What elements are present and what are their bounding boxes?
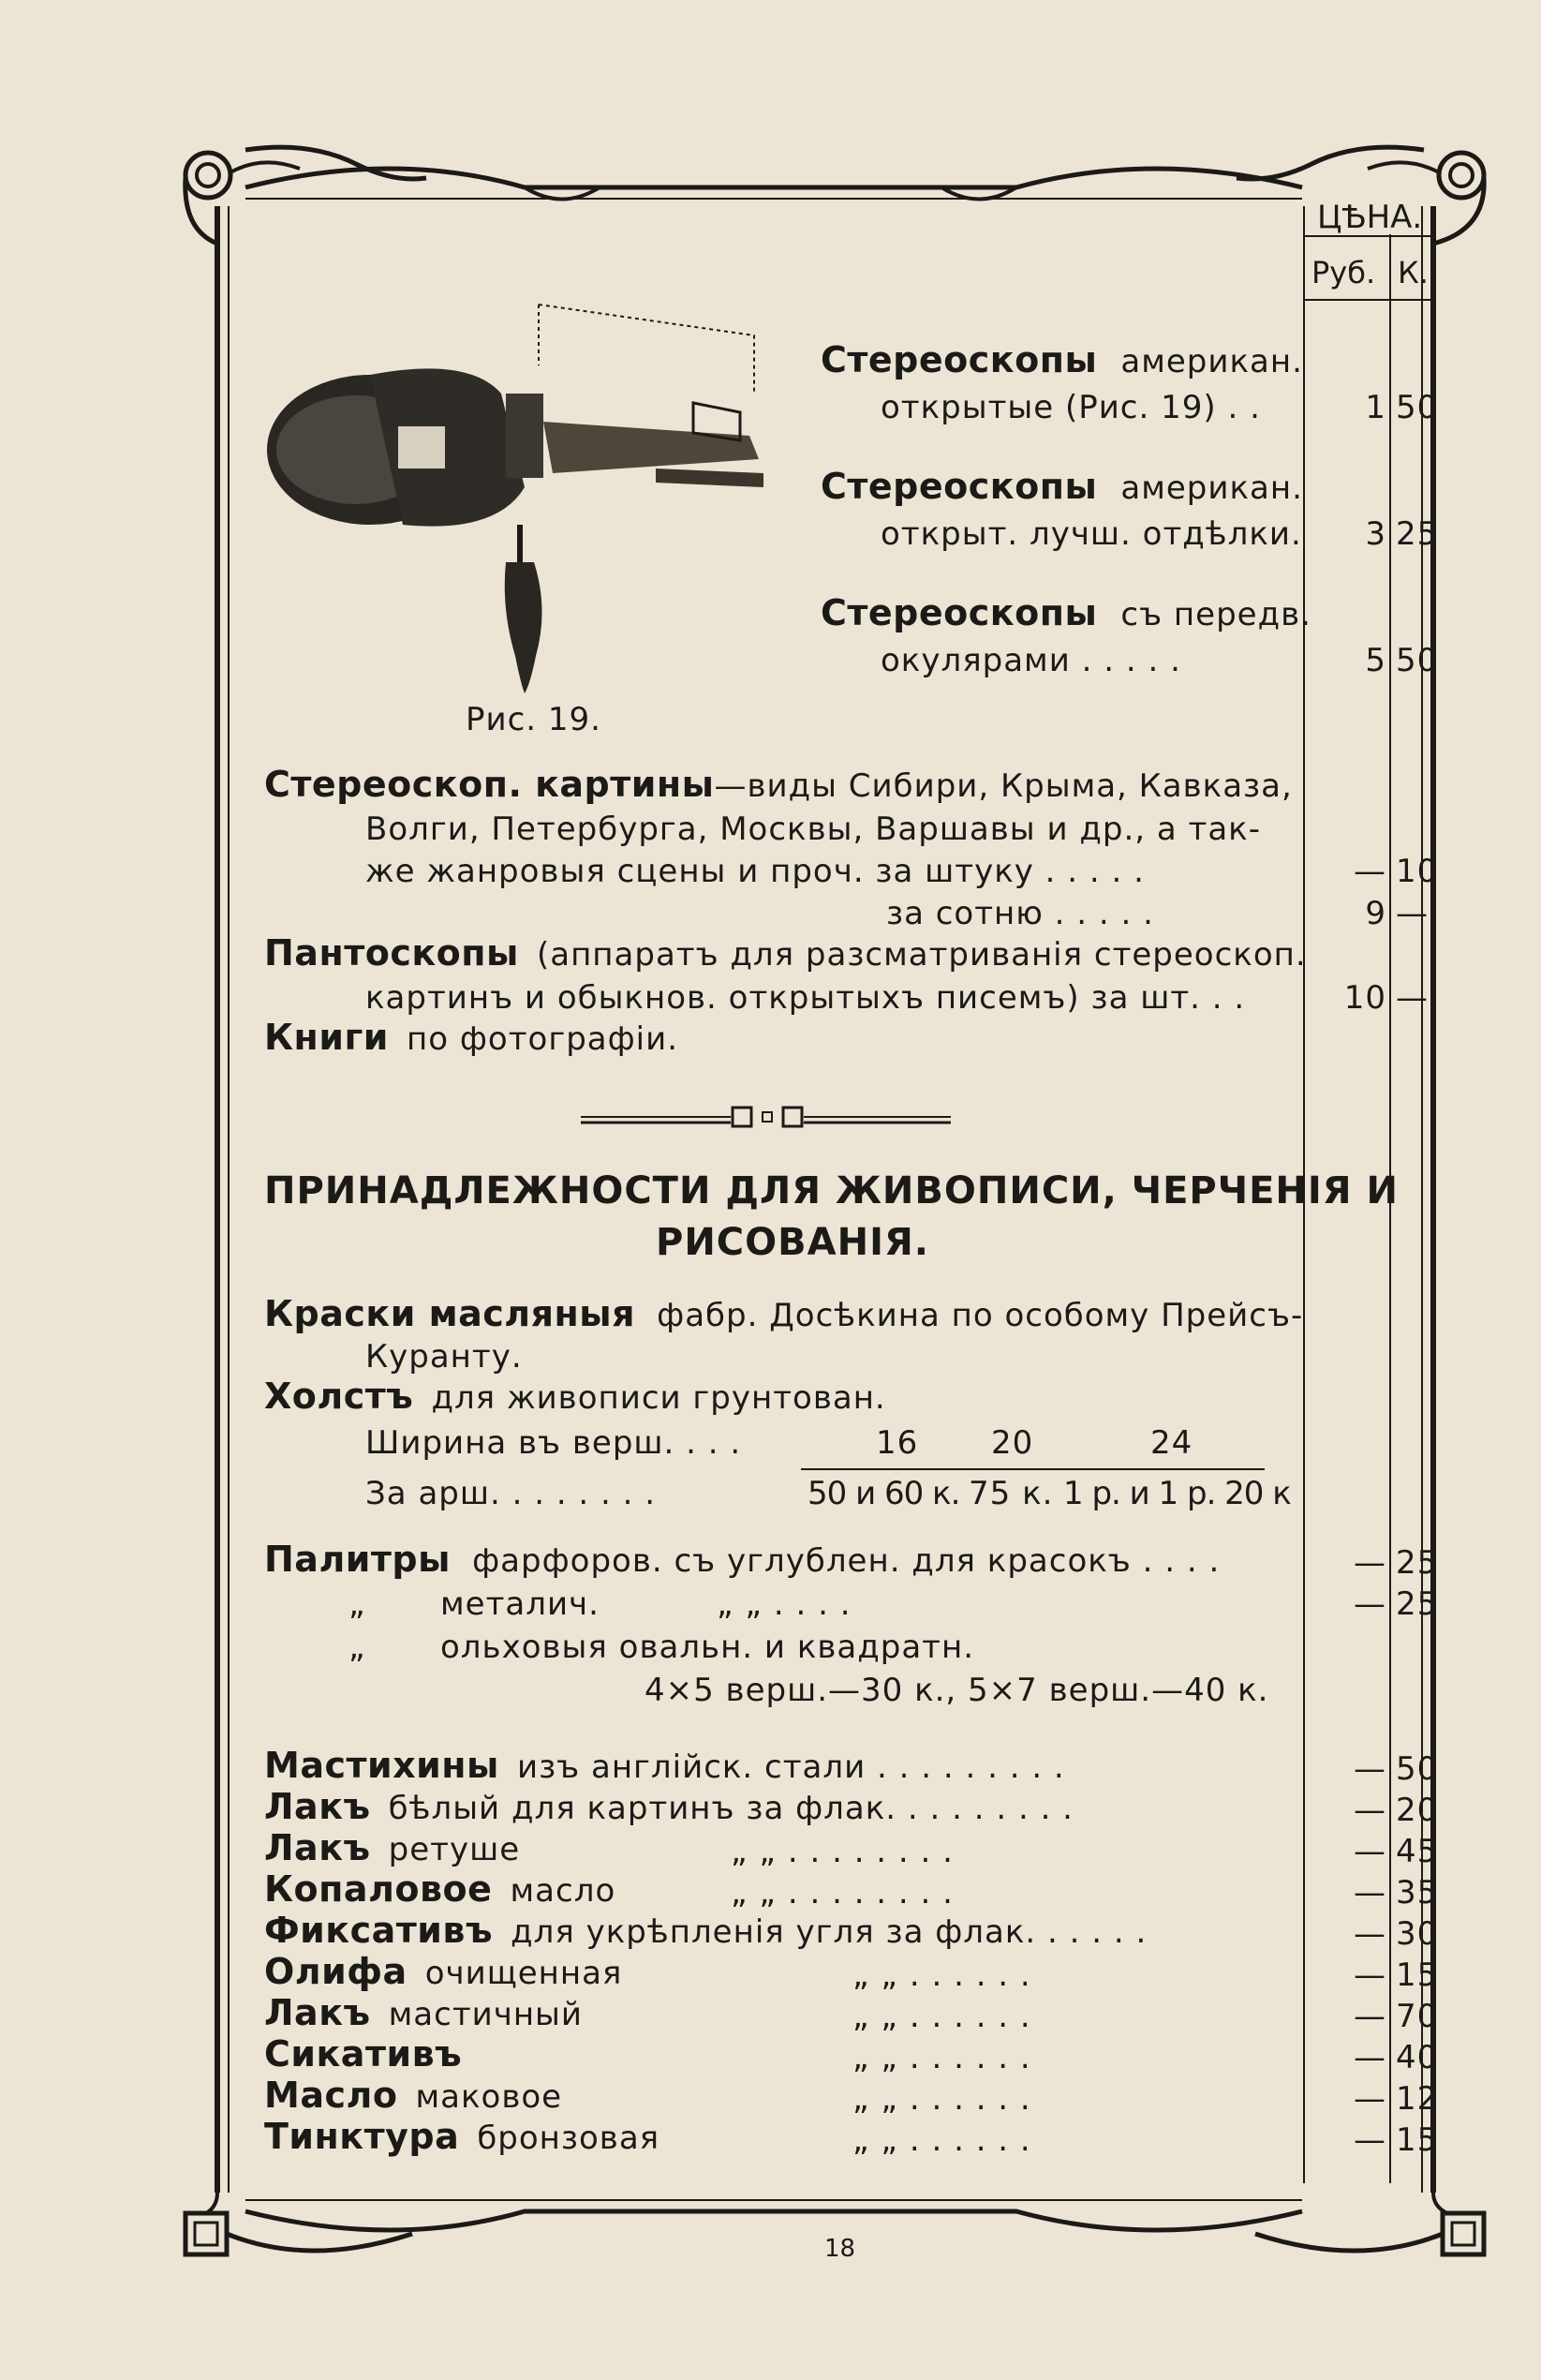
price-rub: — bbox=[1354, 1585, 1386, 1623]
canvas-price-24: 1 р. и 1 р. 20 к bbox=[1063, 1475, 1291, 1512]
pantoscopes-line2: картинъ и обыкнов. открытыхъ писемъ) за шт. . . bbox=[365, 979, 1246, 1017]
item-title: Тинктура bbox=[264, 2116, 460, 2157]
item-text: мастичный bbox=[388, 1996, 583, 2033]
price-rub: 1 bbox=[1365, 389, 1386, 426]
item-text: бронзовая bbox=[477, 2120, 660, 2157]
item-text: по фотографіи. bbox=[407, 1020, 679, 1058]
item-text: фабр. Досѣкина по особому Прейсъ- bbox=[657, 1297, 1304, 1334]
ditto-dots: „ „ . . . . . . bbox=[852, 1998, 1031, 2035]
item-title: Пантоскопы bbox=[264, 932, 519, 974]
item-title: Холстъ bbox=[264, 1376, 414, 1417]
price-rub: 10 bbox=[1343, 979, 1386, 1017]
price-rub: — bbox=[1354, 1792, 1386, 1829]
price-rub: — bbox=[1354, 1833, 1386, 1870]
item-text: съ передв. bbox=[1120, 596, 1311, 633]
figure-caption: Рис. 19. bbox=[466, 701, 601, 738]
canvas-line1 bbox=[264, 1376, 886, 1417]
item-title: Мастихины bbox=[264, 1745, 499, 1786]
item-title: Сикативъ bbox=[264, 2033, 463, 2075]
price-kop: 25 bbox=[1396, 1544, 1439, 1582]
ditto-dots: „ „ . . . . . . bbox=[852, 2121, 1031, 2159]
price-kop: 15 bbox=[1396, 1956, 1439, 1994]
item-title: Книги bbox=[264, 1017, 389, 1058]
pictures-line2: Волги, Петербурга, Москвы, Варшавы и др., а так- bbox=[365, 811, 1261, 848]
item-title: Стереоскопы bbox=[821, 592, 1098, 633]
canvas-per-label: За арш. . . . . . . . bbox=[365, 1475, 657, 1512]
books-line bbox=[264, 1017, 678, 1058]
canvas-width-16: 16 bbox=[876, 1424, 919, 1462]
price-rub: — bbox=[1354, 1544, 1386, 1582]
price-kop: 10 bbox=[1396, 853, 1439, 890]
palettes-line4: 4×5 верш.—30 к., 5×7 верш.—40 к. bbox=[645, 1672, 1269, 1709]
price-column-title: ЦѢНА. bbox=[1317, 199, 1423, 236]
canvas-width-label: Ширина въ верш. . . . bbox=[365, 1424, 742, 1462]
price-kop: 35 bbox=[1396, 1874, 1439, 1911]
item-text: для живописи грунтован. bbox=[431, 1379, 886, 1417]
price-rub: — bbox=[1354, 1750, 1386, 1788]
item-title: Лакъ bbox=[264, 1827, 371, 1868]
paints-line1 bbox=[264, 1293, 1303, 1334]
list-item bbox=[264, 1827, 520, 1868]
item-text: американ. bbox=[1120, 469, 1303, 507]
list-item bbox=[264, 2033, 475, 2075]
canvas-price-20: 75 к. bbox=[969, 1475, 1054, 1512]
item-title: Олифа bbox=[264, 1951, 407, 1992]
ditto-dots: „ „ . . . . . . bbox=[852, 2080, 1031, 2118]
ditto-dots: „ „ . . . . . . bbox=[852, 2039, 1031, 2076]
paints-line2: Куранту. bbox=[365, 1338, 523, 1376]
stereoscope-item-2 bbox=[821, 466, 1303, 507]
price-kop: 20 bbox=[1396, 1792, 1439, 1829]
price-kop: 25 bbox=[1396, 1585, 1439, 1623]
item-text: маковое bbox=[415, 2078, 563, 2116]
page-number: 18 bbox=[824, 2235, 856, 2263]
palettes-line1 bbox=[264, 1539, 1220, 1580]
stereoscope-item-2-line2: открыт. лучш. отдѣлки. bbox=[881, 515, 1302, 553]
price-kop: 50 bbox=[1396, 389, 1439, 426]
price-rub: — bbox=[1354, 2080, 1386, 2118]
item-title: Стереоскоп. картины bbox=[264, 764, 715, 805]
stereoscope-illustration bbox=[267, 305, 763, 693]
palettes-line2: металич. bbox=[440, 1585, 600, 1623]
pictures-line1 bbox=[264, 764, 1293, 805]
price-rub: — bbox=[1354, 853, 1386, 890]
kopecks-header: К. bbox=[1398, 255, 1429, 290]
ditto-mark: „ bbox=[348, 1585, 366, 1623]
price-kop: 12 bbox=[1396, 2080, 1439, 2118]
price-kop: 50 bbox=[1396, 1750, 1439, 1788]
item-title: Фиксативъ bbox=[264, 1910, 494, 1951]
ditto-dots: „ „ . . . . . . bbox=[852, 1956, 1031, 1994]
list-item bbox=[264, 1992, 583, 2033]
price-rub: 9 bbox=[1365, 895, 1386, 932]
list-item bbox=[264, 2116, 659, 2157]
list-item bbox=[264, 1868, 615, 1910]
item-text: очищенная bbox=[424, 1955, 623, 1992]
price-kop: 25 bbox=[1396, 515, 1439, 553]
stereoscope-item-1 bbox=[821, 339, 1303, 380]
rubles-header: Руб. bbox=[1311, 255, 1376, 290]
price-rub: — bbox=[1354, 1915, 1386, 1953]
price-rub: — bbox=[1354, 1998, 1386, 2035]
list-item bbox=[264, 1910, 1147, 1951]
price-kop: 40 bbox=[1396, 2039, 1439, 2076]
item-text: (аппаратъ для разсматриванія стереоскоп. bbox=[536, 936, 1307, 974]
stereoscope-item-3 bbox=[821, 592, 1311, 633]
item-text: масло bbox=[510, 1872, 616, 1910]
item-text: для укрѣпленія угля за флак. . . . . . bbox=[511, 1913, 1148, 1951]
stereoscope-item-1-line2: открытые (Рис. 19) . . bbox=[881, 389, 1261, 426]
item-title: Краски масляныя bbox=[264, 1293, 636, 1334]
section-title-line2: РИСОВАНІЯ. bbox=[656, 1221, 929, 1264]
price-rub: — bbox=[1354, 2121, 1386, 2159]
price-kop: — bbox=[1396, 979, 1429, 1017]
price-rub: 5 bbox=[1365, 642, 1386, 679]
list-item bbox=[264, 1951, 622, 1992]
palettes-line3: ольховыя овальн. и квадратн. bbox=[440, 1629, 975, 1666]
pictures-line4: за сотню . . . . . bbox=[886, 895, 1154, 932]
canvas-width-24: 24 bbox=[1150, 1424, 1193, 1462]
item-title: Лакъ bbox=[264, 1992, 371, 2033]
list-item bbox=[264, 1786, 1074, 1827]
list-item bbox=[264, 2075, 562, 2116]
ditto-dots: „ „ . . . . . . . . bbox=[731, 1833, 954, 1870]
item-title: Стереоскопы bbox=[821, 466, 1098, 507]
item-title: Копаловое bbox=[264, 1868, 493, 1910]
item-title: Палитры bbox=[264, 1539, 451, 1580]
price-rub: — bbox=[1354, 1956, 1386, 1994]
ditto-dots: „ „ . . . . . . . . bbox=[731, 1874, 954, 1911]
item-title: Стереоскопы bbox=[821, 339, 1098, 380]
ditto-mark: „ bbox=[348, 1629, 366, 1666]
item-text: американ. bbox=[1120, 343, 1303, 380]
canvas-width-20: 20 bbox=[991, 1424, 1034, 1462]
price-rub: — bbox=[1354, 1874, 1386, 1911]
item-text: ретуше bbox=[388, 1831, 521, 1868]
price-kop: 70 bbox=[1396, 1998, 1439, 2035]
list-item bbox=[264, 1745, 1295, 1786]
canvas-price-16: 50 и 60 к. bbox=[808, 1475, 960, 1512]
pantoscopes-line1 bbox=[264, 932, 1307, 974]
item-text: бѣлый для картинъ за флак. . . . . . . . . bbox=[388, 1790, 1074, 1827]
item-text: фарфоров. съ углублен. для красокъ . . . . bbox=[472, 1542, 1221, 1580]
price-kop: 50 bbox=[1396, 642, 1439, 679]
price-rub: — bbox=[1354, 2039, 1386, 2076]
price-kop: 30 bbox=[1396, 1915, 1439, 1953]
price-rub: 3 bbox=[1365, 515, 1386, 553]
stereoscope-item-3-line2: окулярами . . . . . bbox=[881, 642, 1181, 679]
price-kop: 15 bbox=[1396, 2121, 1439, 2159]
palettes-line2-ditto: „ „ . . . . bbox=[717, 1585, 852, 1623]
pictures-line3: же жанровыя сцены и проч. за штуку . . . . . bbox=[365, 853, 1145, 890]
section-title-line1: ПРИНАДЛЕЖНОСТИ ДЛЯ ЖИВОПИСИ, ЧЕРЧЕНІЯ И bbox=[264, 1169, 1399, 1212]
item-title: Масло bbox=[264, 2075, 398, 2116]
item-text: изъ англійск. стали . . . . . . . . . bbox=[516, 1748, 1065, 1786]
item-title: Лакъ bbox=[264, 1786, 371, 1827]
item-text: —виды Сибири, Крыма, Кавказа, bbox=[714, 767, 1293, 805]
price-kop: 45 bbox=[1396, 1833, 1439, 1870]
price-kop: — bbox=[1396, 895, 1429, 932]
